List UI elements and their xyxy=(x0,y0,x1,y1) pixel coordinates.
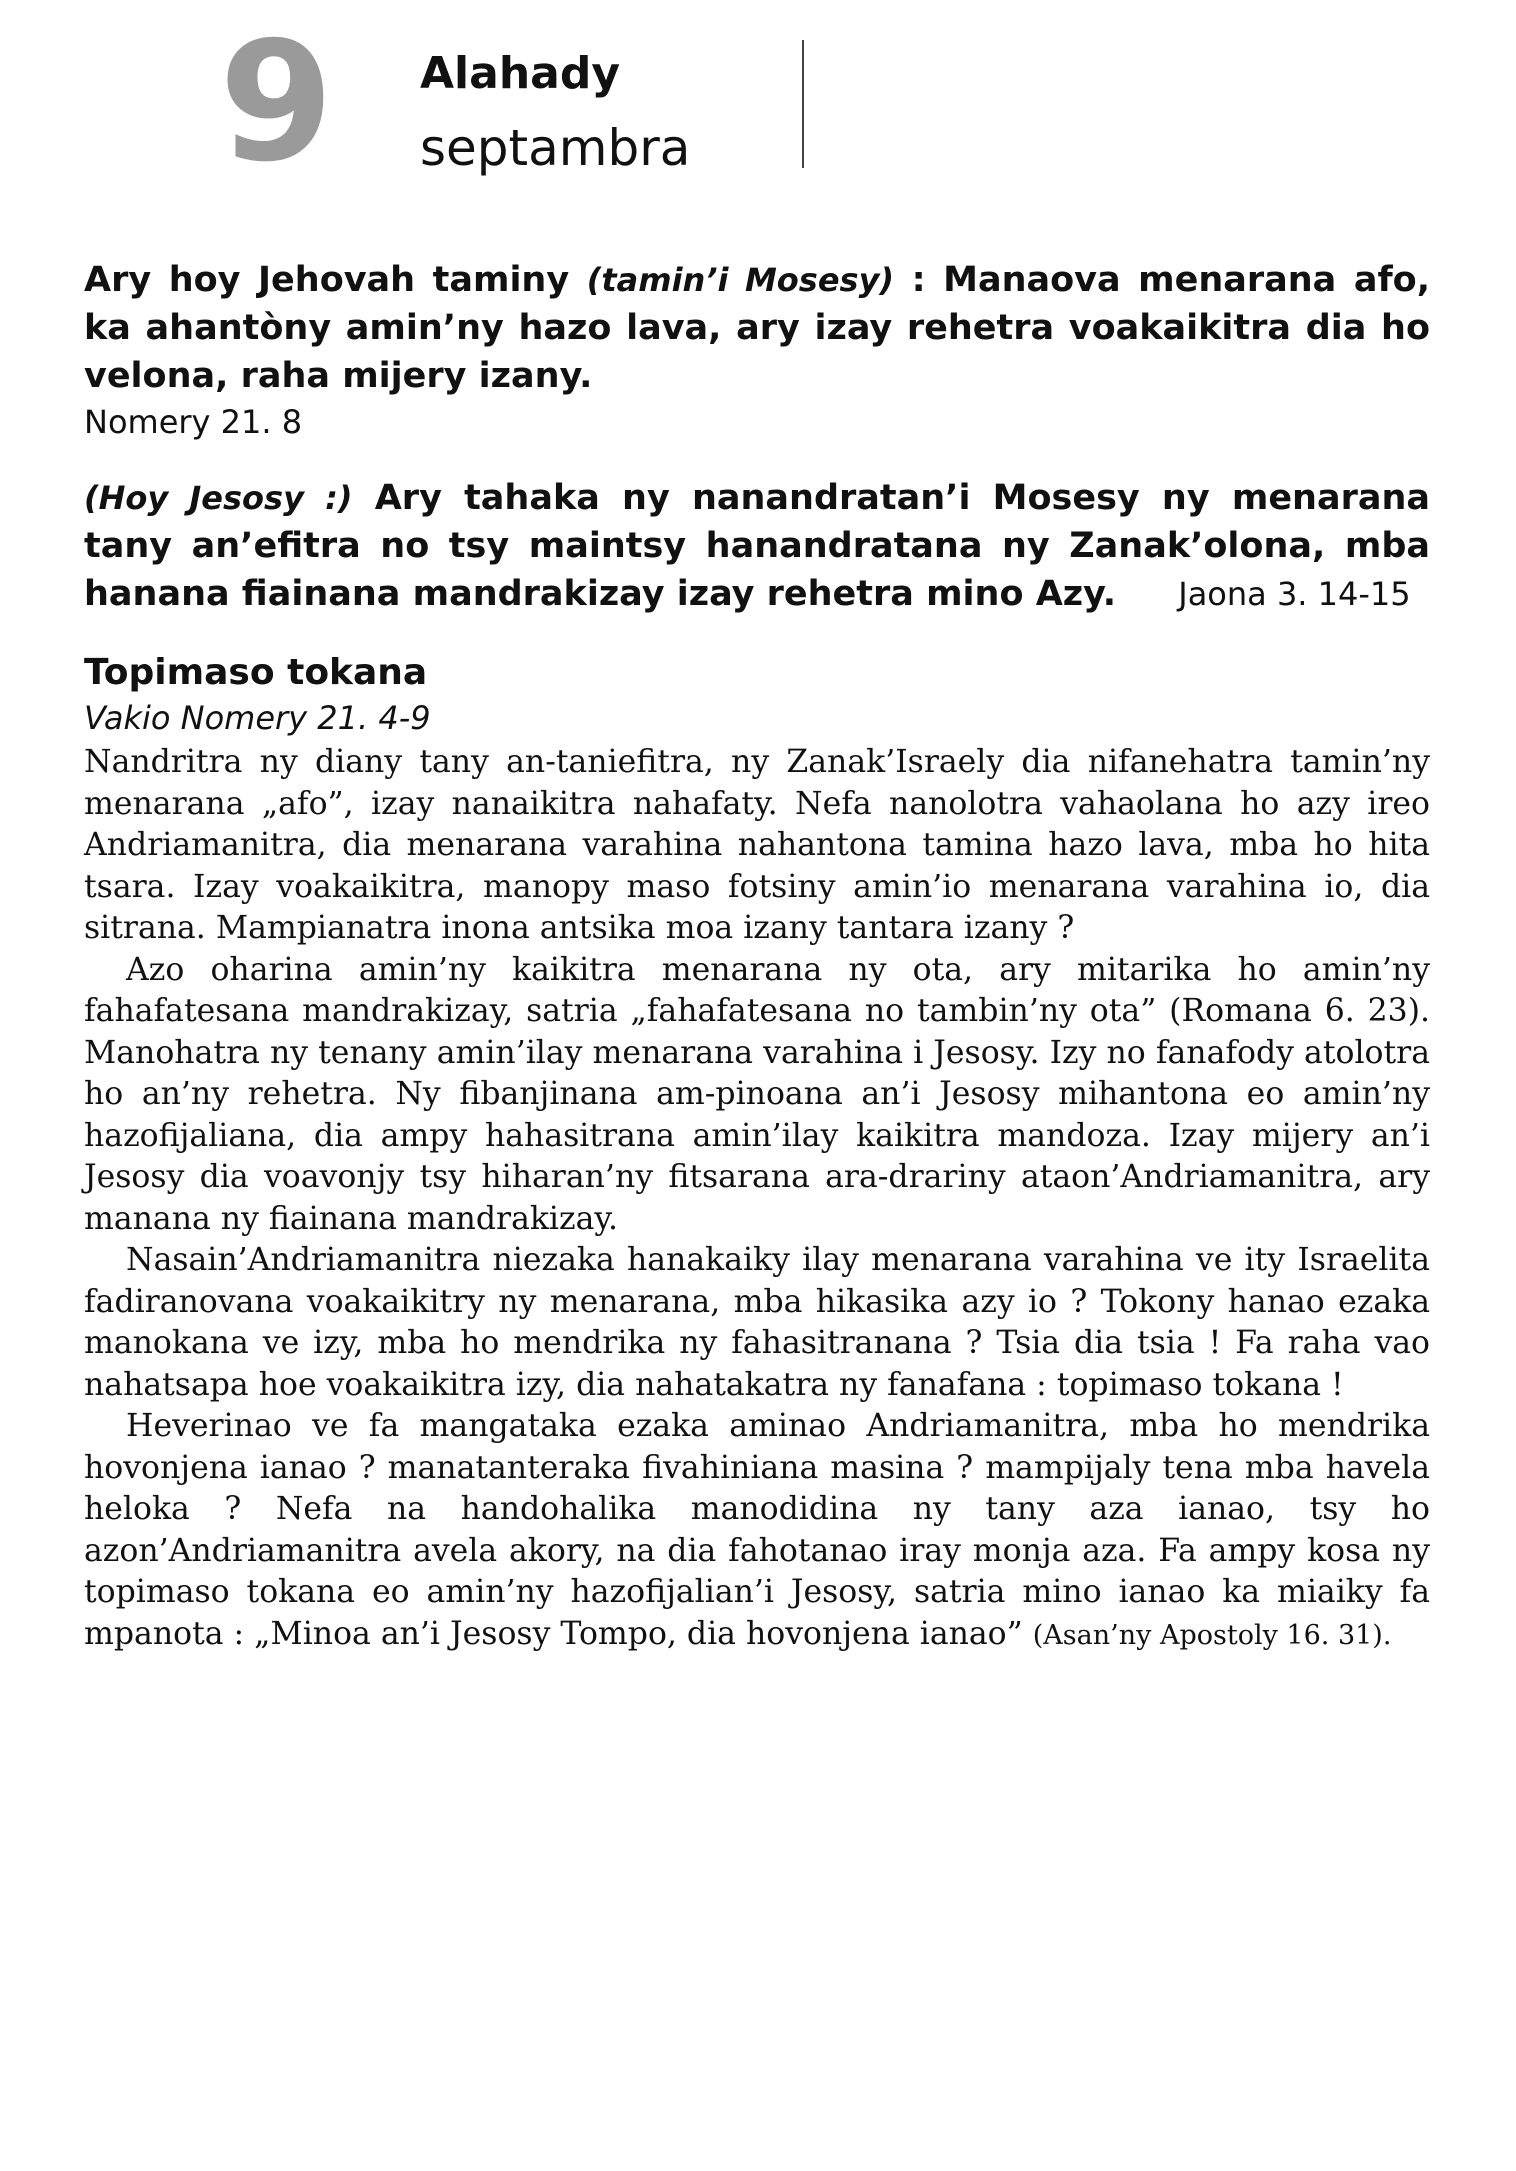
paragraph-4-text: Heverinao ve fa mangataka ezaka aminao Andriamanitra, mba ho mendrika hovonjena ianao ? manatanteraka fivahiniana masina ? mampijaly tena mba havela heloka ? Nefa na handohalika manodidina ny tany aza ianao, tsy ho azon’Andriamanitra avela akory, na dia fahotanao iray monja aza. Fa ampy kosa ny topimaso tokana eo amin’ny hazofijalian’i Jesosy, satria mino ianao ka miaiky fa mpanota : „Minoa an’i Jesosy Tompo, dia hovonjena ianao” xyxy=(84,1408,1430,1652)
day-number: 9 xyxy=(219,6,334,198)
verse-1-lead: Ary hoy Jehovah taminy xyxy=(84,260,570,300)
devotional-page xyxy=(84,6,1431,1656)
date-header xyxy=(84,6,1430,200)
header-divider xyxy=(802,40,804,168)
verse-block-1 xyxy=(84,256,1430,400)
paragraph-1: Nandritra ny diany tany an-taniefitra, ny Zanak’Israely dia nifanehatra tamin’ny menarana „afo”, izay nanaikitra nahafaty. Nefa nanolotra vahaolana ho azy ireo Andriamanitra, dia menarana varahina nahantona tamina hazo lava, mba ho hita tsara. Izay voakaikitra, manopy maso fotsiny amin’io menarana varahina io, dia sitrana. Mampianatra inona antsika moa izany tantara izany ? xyxy=(84,744,1430,946)
weekday: Alahady xyxy=(420,48,621,99)
verse-1-text: : Manaova menarana afo, ka ahantòny amin’ny hazo lava, ary izay rehetra voakaikitra dia ho velona, raha mijery izany. xyxy=(84,260,1431,396)
verse-1-reference: Nomery 21. 8 xyxy=(84,403,303,441)
paragraph-4 xyxy=(84,1406,1430,1656)
verse-1-note: (tamin’i Mosesy) xyxy=(586,261,895,299)
verse-2-reference: Jaona 3. 14-15 xyxy=(1178,575,1411,613)
month: septambra xyxy=(420,119,691,177)
closing-reference: (Asan’ny Apostoly 16. 31). xyxy=(1032,1619,1392,1651)
meditation-body xyxy=(84,742,1430,1656)
section-reading-reference: Vakio Nomery 21. 4-9 xyxy=(84,699,431,737)
paragraph-2: Azo oharina amin’ny kaikitra menarana ny ota, ary mitarika ho amin’ny fahafatesana mandrakizay, satria „fahafatesana no tambin’ny ota” (Romana 6. 23). Manohatra ny tenany amin’ilay menarana varahina i Jesosy. Izy no fanafody atolotra ho an’ny rehetra. Ny fibanjinana am-pinoana an’i Jesosy mihantona eo amin’ny hazofijaliana, dia ampy hahasitrana amin’ilay kaikitra mandoza. Izay mijery an’i Jesosy dia voavonjy tsy hiharan’ny fitsarana ara-drariny ataon’Andriamanitra, ary manana ny fiainana mandrakizay. xyxy=(84,951,1430,1237)
verse-block-2 xyxy=(84,474,1430,618)
verse-2-note: (Hoy Jesosy :) xyxy=(84,479,353,517)
section-title: Topimaso tokana xyxy=(84,652,428,693)
verse-2-text: Ary tahaka ny nanandratan’i Mosesy ny menarana tany an’efitra no tsy maintsy hanandratana ny Zanak’olona, mba hanana fiainana mandrakizay izay rehetra mino Azy. xyxy=(84,478,1431,614)
paragraph-3: Nasain’Andriamanitra niezaka hanakaiky ilay menarana varahina ve ity Israelita fadiranovana voakaikitry ny menarana, mba hikasika azy io ? Tokony hanao ezaka manokana ve izy, mba ho mendrika ny fahasitranana ? Tsia dia tsia ! Fa raha vao nahatsapa hoe voakaikitra izy, dia nahatakatra ny fanafana : topimaso tokana ! xyxy=(84,1242,1430,1403)
